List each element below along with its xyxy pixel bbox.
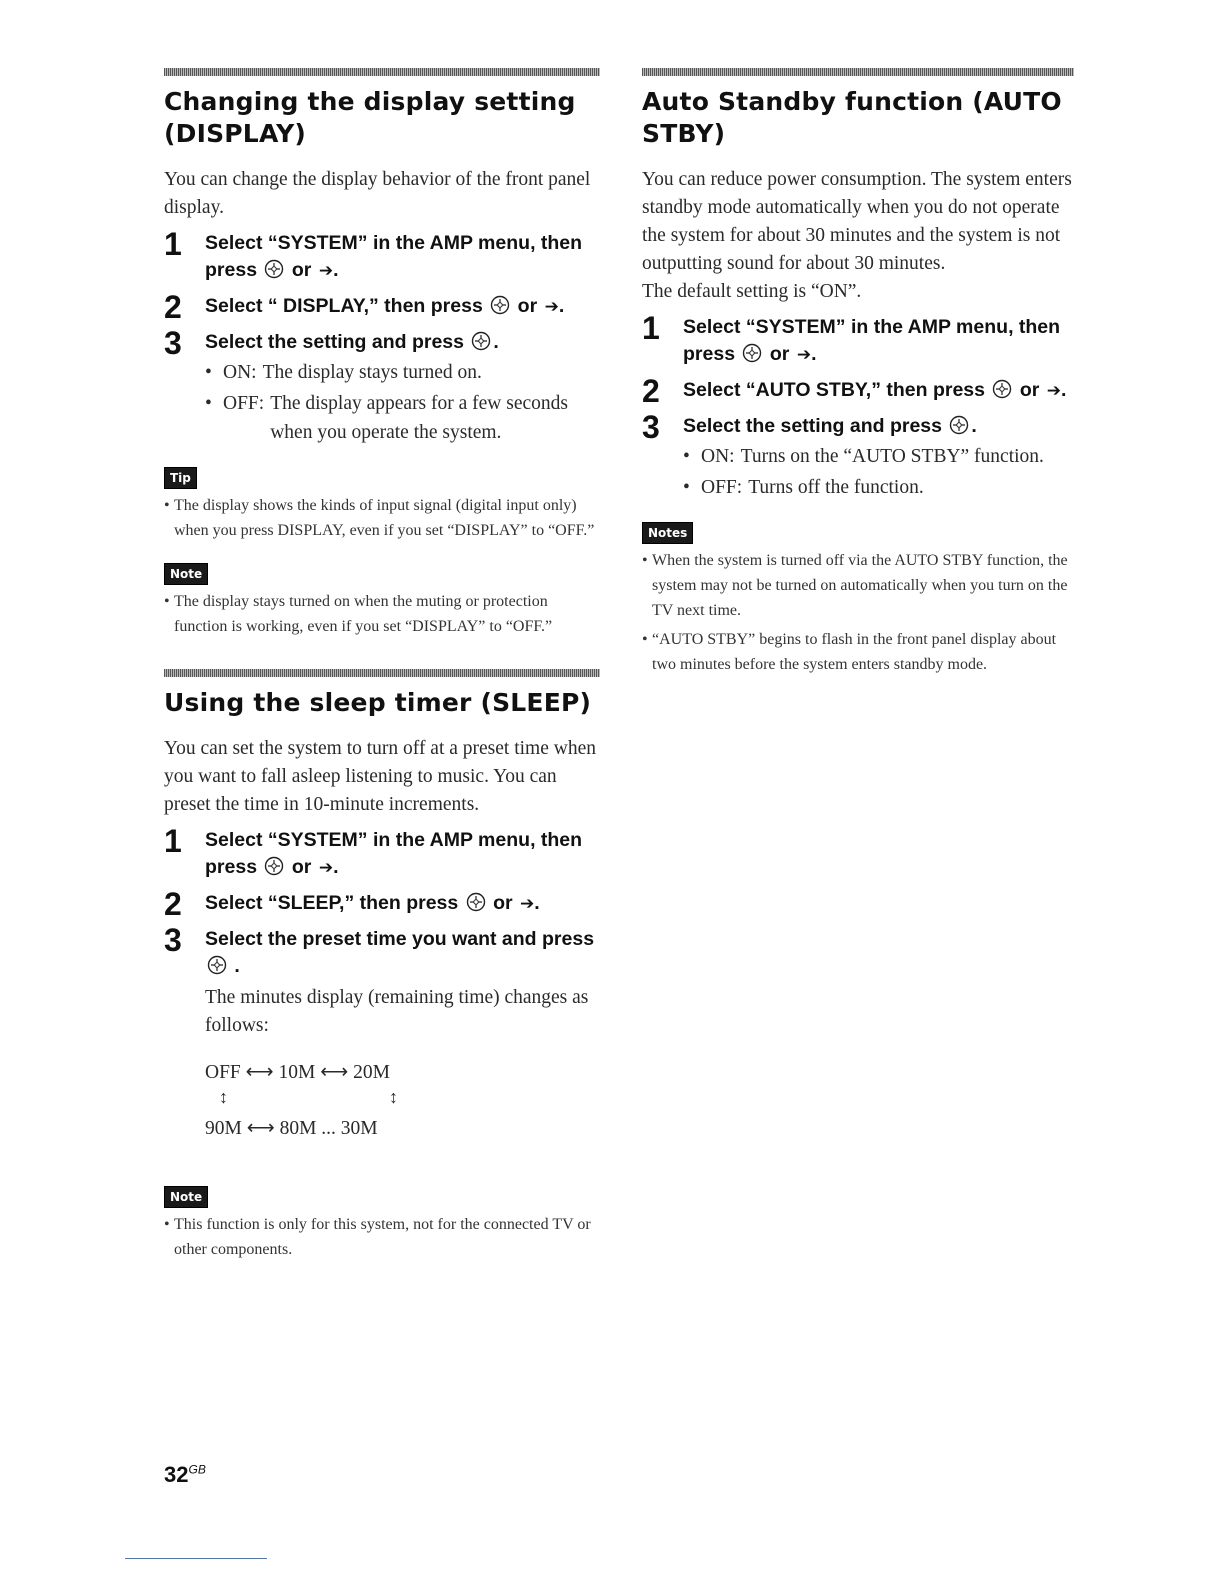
step-text: Select “SYSTEM” in the AMP menu, then press — [205, 232, 583, 281]
display-step-2: 2 Select “ DISPLAY,” then press or ➔. — [164, 289, 565, 325]
step-or: or — [493, 892, 513, 914]
step-or: or — [517, 295, 538, 317]
enter-button-icon — [490, 295, 510, 315]
tip-badge: Tip — [164, 467, 197, 489]
enter-button-icon — [264, 259, 284, 279]
auto-step-2: 2 Select “AUTO STBY,” then press or ➔. — [642, 373, 1067, 409]
step-number: 3 — [164, 325, 182, 361]
note-text: • This function is only for this system, not for the connected TV or other components. — [164, 1216, 591, 1258]
sleep-result: The minutes display (remaining time) changes as follows: — [205, 987, 589, 1036]
sleep-intro: You can set the system to turn off at a preset time when you want to fall asleep listening to music. You can preset the time in 10-minute increments. — [164, 738, 596, 815]
enter-button-icon — [471, 331, 491, 351]
option-on: • ON: Turns on the “AUTO STBY” function. — [683, 446, 1044, 467]
double-arrow-icon: ⟷ — [246, 1118, 275, 1139]
enter-button-icon — [264, 856, 284, 876]
step-text: Select the setting and press — [683, 415, 942, 437]
flow-90m: 90M — [205, 1118, 242, 1139]
step-or: or — [769, 343, 790, 365]
flow-30m: ... 30M — [321, 1118, 378, 1139]
note-text: • When the system is turned off via the AUTO STBY function, the system may not be turned on automatically when you turn on the TV next time. — [642, 552, 1068, 619]
right-arrow-icon: ➔ — [318, 261, 334, 281]
step-text: Select the setting and press — [205, 331, 464, 353]
step-number: 1 — [164, 226, 182, 262]
step-number: 2 — [164, 289, 182, 325]
vertical-arrow-icon: ↕ — [219, 1087, 228, 1107]
step-or: or — [1019, 379, 1040, 401]
step-number: 3 — [164, 922, 182, 958]
note-badge: Note — [164, 1186, 208, 1208]
right-arrow-icon: ➔ — [1046, 381, 1061, 401]
note-text: • “AUTO STBY” begins to flash in the front panel display about two minutes before the system enters standby mode. — [642, 631, 1057, 673]
vertical-arrow-icon: ↕ — [389, 1087, 398, 1107]
auto-standby-title: Auto Standby function (AUTO STBY) — [642, 87, 1062, 148]
right-arrow-icon: ➔ — [520, 894, 535, 914]
page-number: $32^{GB}$ — [164, 1462, 206, 1487]
display-step-1: 1 Select “SYSTEM” in the AMP menu, then press or ➔. — [164, 226, 583, 281]
enter-button-icon — [207, 955, 227, 975]
auto-step-3: 3 Select the setting and press . • ON: Turns on the “AUTO STBY” function. • OFF: Turns off the function. — [642, 413, 1074, 502]
step-text: Select “SYSTEM” in the AMP menu, then press — [683, 316, 1061, 365]
step-text: Select “AUTO STBY,” then press — [683, 379, 985, 401]
left-column — [164, 68, 600, 1262]
note-text: • The display stays turned on when the muting or protection function is working, even if you set “DISPLAY” to “OFF.” — [164, 593, 553, 635]
notes-badge: Notes — [642, 522, 693, 544]
enter-button-icon — [992, 379, 1012, 399]
flow-off: OFF — [205, 1062, 241, 1083]
option-off: • OFF: Turns off the function. — [683, 477, 924, 498]
display-step-3: 3 Select the setting and press . • ON: The display stays turned on. • OFF: The display appears for a few seconds when you operate the system. — [164, 329, 600, 447]
step-text: Select “SYSTEM” in the AMP menu, then press — [205, 829, 583, 878]
sleep-step-3: 3 Select the preset time you want and press . The minutes display (remaining time) changes as follows: — [164, 926, 600, 1040]
flow-20m: 20M — [353, 1062, 390, 1083]
section-rule — [164, 669, 600, 677]
sleep-step-1: 1 Select “SYSTEM” in the AMP menu, then press or ➔. — [164, 823, 583, 878]
step-number: 3 — [642, 409, 660, 445]
double-arrow-icon: ⟷ — [320, 1062, 349, 1083]
right-arrow-icon: ➔ — [544, 297, 559, 317]
double-arrow-icon: ⟷ — [245, 1062, 274, 1083]
note-badge: Note — [164, 563, 208, 585]
right-arrow-icon: ➔ — [796, 345, 812, 365]
step-or: or — [291, 856, 312, 878]
auto-standby-default: The default setting is “ON”. — [642, 281, 862, 302]
step-text: Select “SLEEP,” then press — [205, 892, 459, 914]
step-number: 1 — [642, 310, 660, 346]
step-or: or — [291, 259, 312, 281]
sleep-step-2: 2 Select “SLEEP,” then press or ➔. — [164, 886, 540, 922]
enter-button-icon — [742, 343, 762, 363]
display-section-title: Changing the display setting (DISPLAY) — [164, 87, 576, 148]
option-off: • OFF: The display appears for a few seconds when you operate the system. — [205, 393, 569, 443]
right-column — [642, 68, 1074, 677]
auto-step-1: 1 Select “SYSTEM” in the AMP menu, then press or ➔. — [642, 310, 1061, 365]
footer-line — [125, 1558, 267, 1559]
step-number: 1 — [164, 823, 182, 859]
display-intro: You can change the display behavior of the front panel display. — [164, 169, 591, 218]
tip-text: • The display shows the kinds of input signal (digital input only) when you press DISPLAY, even if you set “DISPLAY” to “OFF.” — [164, 497, 595, 539]
sleep-cycle-diagram — [205, 1060, 600, 1146]
step-number: 2 — [164, 886, 182, 922]
step-text: Select the preset time you want and press — [205, 928, 595, 950]
page-suffix: GB — [188, 1462, 206, 1477]
auto-standby-intro: You can reduce power consumption. The system enters standby mode automatically when you do not operate the system for about 30 minutes and the system is not outputting sound for about 30 minutes. — [642, 169, 1072, 274]
step-text: Select “ DISPLAY,” then press — [205, 295, 483, 317]
section-rule — [642, 68, 1074, 76]
sleep-section-title: Using the sleep timer (SLEEP) — [164, 688, 592, 717]
step-number: 2 — [642, 373, 660, 409]
flow-80m: 80M — [279, 1118, 317, 1139]
flow-10m: 10M — [278, 1062, 316, 1083]
section-rule — [164, 68, 600, 76]
right-arrow-icon: ➔ — [318, 858, 334, 878]
enter-button-icon — [466, 892, 486, 912]
enter-button-icon — [949, 415, 969, 435]
option-on: • ON: The display stays turned on. — [205, 362, 482, 383]
